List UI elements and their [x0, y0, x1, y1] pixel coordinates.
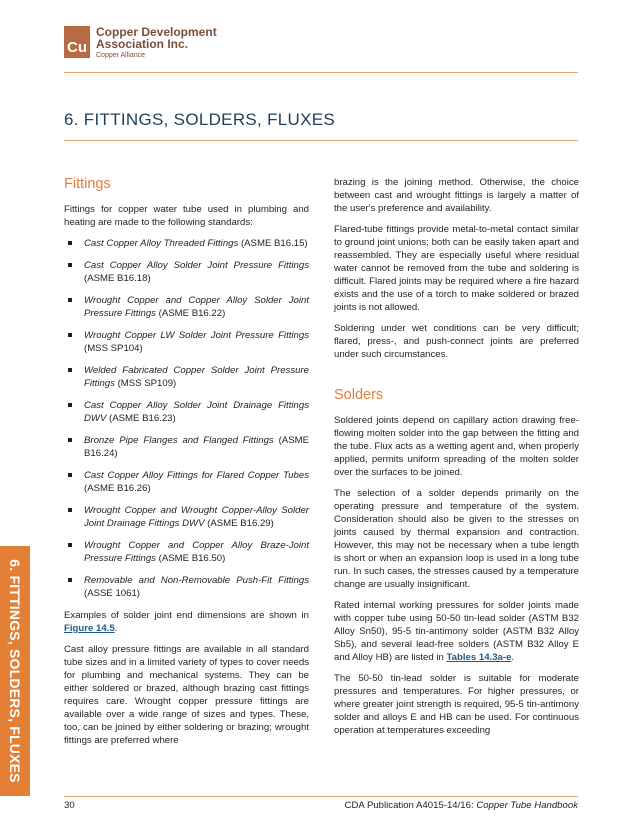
- chapter-divider: [64, 140, 578, 141]
- cda-logo: [64, 26, 217, 62]
- list-item: Wrought Copper and Copper Alloy Braze-Joint Pressure Fittings (ASME B16.50): [64, 539, 309, 565]
- list-item: Wrought Copper LW Solder Joint Pressure Fittings (MSS SP104): [64, 329, 309, 355]
- wet-conditions-paragraph: Soldering under wet conditions can be very difficult; flared, press-, and push-connect joints are preferred under such circumstances.: [334, 323, 579, 360]
- continued-paragraph: brazing is the joining method. Otherwise, the choice between cast and wrought fittings is largely a matter of the user's preference and availability.: [334, 177, 579, 214]
- footer-divider: [64, 796, 578, 797]
- chapter-side-tab: [0, 546, 30, 796]
- logo-line-1: Copper Development: [96, 25, 217, 39]
- list-item: Bronze Pipe Flanges and Flanged Fittings (ASME B16.24): [64, 434, 309, 460]
- examples-paragraph: Examples of solder joint end dimensions are shown in Figure 14.5.: [64, 610, 309, 634]
- logo-text: [96, 26, 217, 62]
- publication-credit: CDA Publication A4015-14/16: Copper Tube Handbook: [344, 800, 578, 811]
- list-item: Removable and Non-Removable Push-Fit Fittings (ASSE 1061): [64, 574, 309, 600]
- page-number: 30: [64, 800, 75, 811]
- solders-heading: Solders: [334, 387, 384, 403]
- header-divider: [64, 72, 578, 73]
- figure-link[interactable]: Figure 14.5: [64, 623, 115, 634]
- tin-lead-paragraph: The 50-50 tin-lead solder is suitable for moderate pressures and temperatures. For higher pressures, or where greater joint strength is required, 95-5 tin-antimony solder and alloys E and HB can be used. For continuous operation at temperatures exceeding: [334, 673, 579, 736]
- fittings-heading: Fittings: [64, 176, 111, 192]
- flared-paragraph: Flared-tube fittings provide metal-to-metal contact similar to ground joint unions; both can be easily taken apart and reassembled. They are especially useful where residual water cannot be removed from the tube and soldering is difficult. Flared joints may be required where a fire hazard exists and the use of a torch to make soldered or brazed joints is not allowed.: [334, 224, 579, 313]
- logo-subtitle: Copper Alliance: [96, 52, 146, 59]
- selection-paragraph: The selection of a solder depends primarily on the operating pressure and temperature of the system. Consideration should also be given to the stresses on joints caused by thermal expansion and contraction. However, this may not be necessary when a tube length is short or when an expansion loop is used in a long tube run. In such cases, the stresses caused by a temperature change are usually insignificant.: [334, 488, 579, 590]
- rated-pressures-paragraph: Rated internal working pressures for solder joints made with copper tube using 50-50 tin-lead solder (ASTM B32 Alloy Sn50), 95-5 tin-antimony solder (ASTM B32 Alloy Sb5), and several lead-free solders (ASTM B32 Alloy E and Alloy HB) are listed in Tables 14.3a-e.: [334, 600, 579, 663]
- tables-link[interactable]: Tables 14.3a-e: [446, 652, 512, 663]
- logo-line-2: Association Inc.: [96, 37, 189, 51]
- cast-alloy-paragraph: Cast alloy pressure fittings are available in all standard tube sizes and in a limited variety of types to cover needs for plumbing and mechanical systems. They can be either soldered or brazed, although brazing cast fittings requires care. Wrought copper pressure fittings are available over a wide range of sizes and types. These, too, can be joined by either soldering or brazing; wrought fittings are preferred where: [64, 644, 309, 746]
- soldered-joints-paragraph: Soldered joints depend on capillary action drawing free-flowing molten solder into the gap between the fitting and the tube. Flux acts as a wetting agent and, when properly applied, permits uniform spreading of the molten solder over the surfaces to be joined.: [334, 415, 579, 478]
- standards-list: [64, 237, 309, 600]
- chapter-title: 6. FITTINGS, SOLDERS, FLUXES: [64, 110, 336, 129]
- list-item: Welded Fabricated Copper Solder Joint Pressure Fittings (MSS SP109): [64, 364, 309, 390]
- list-item: Wrought Copper and Copper Alloy Solder Joint Pressure Fittings (ASME B16.22): [64, 294, 309, 320]
- left-column: [64, 178, 309, 755]
- side-tab-label: 6. FITTINGS, SOLDERS, FLUXES: [7, 559, 23, 783]
- right-column: [334, 176, 579, 745]
- list-item: Cast Copper Alloy Solder Joint Drainage Fittings DWV (ASME B16.23): [64, 399, 309, 425]
- list-item: Cast Copper Alloy Solder Joint Pressure Fittings (ASME B16.18): [64, 259, 309, 285]
- list-item: Cast Copper Alloy Threaded Fittings (ASME B16.15): [64, 237, 309, 250]
- list-item: Cast Copper Alloy Fittings for Flared Copper Tubes (ASME B16.26): [64, 469, 309, 495]
- cu-logo-mark: Cu: [64, 26, 90, 58]
- list-item: Wrought Copper and Wrought Copper-Alloy Solder Joint Drainage Fittings DWV (ASME B16.29): [64, 504, 309, 530]
- fittings-intro: Fittings for copper water tube used in plumbing and heating are made to the following standards:: [64, 204, 309, 228]
